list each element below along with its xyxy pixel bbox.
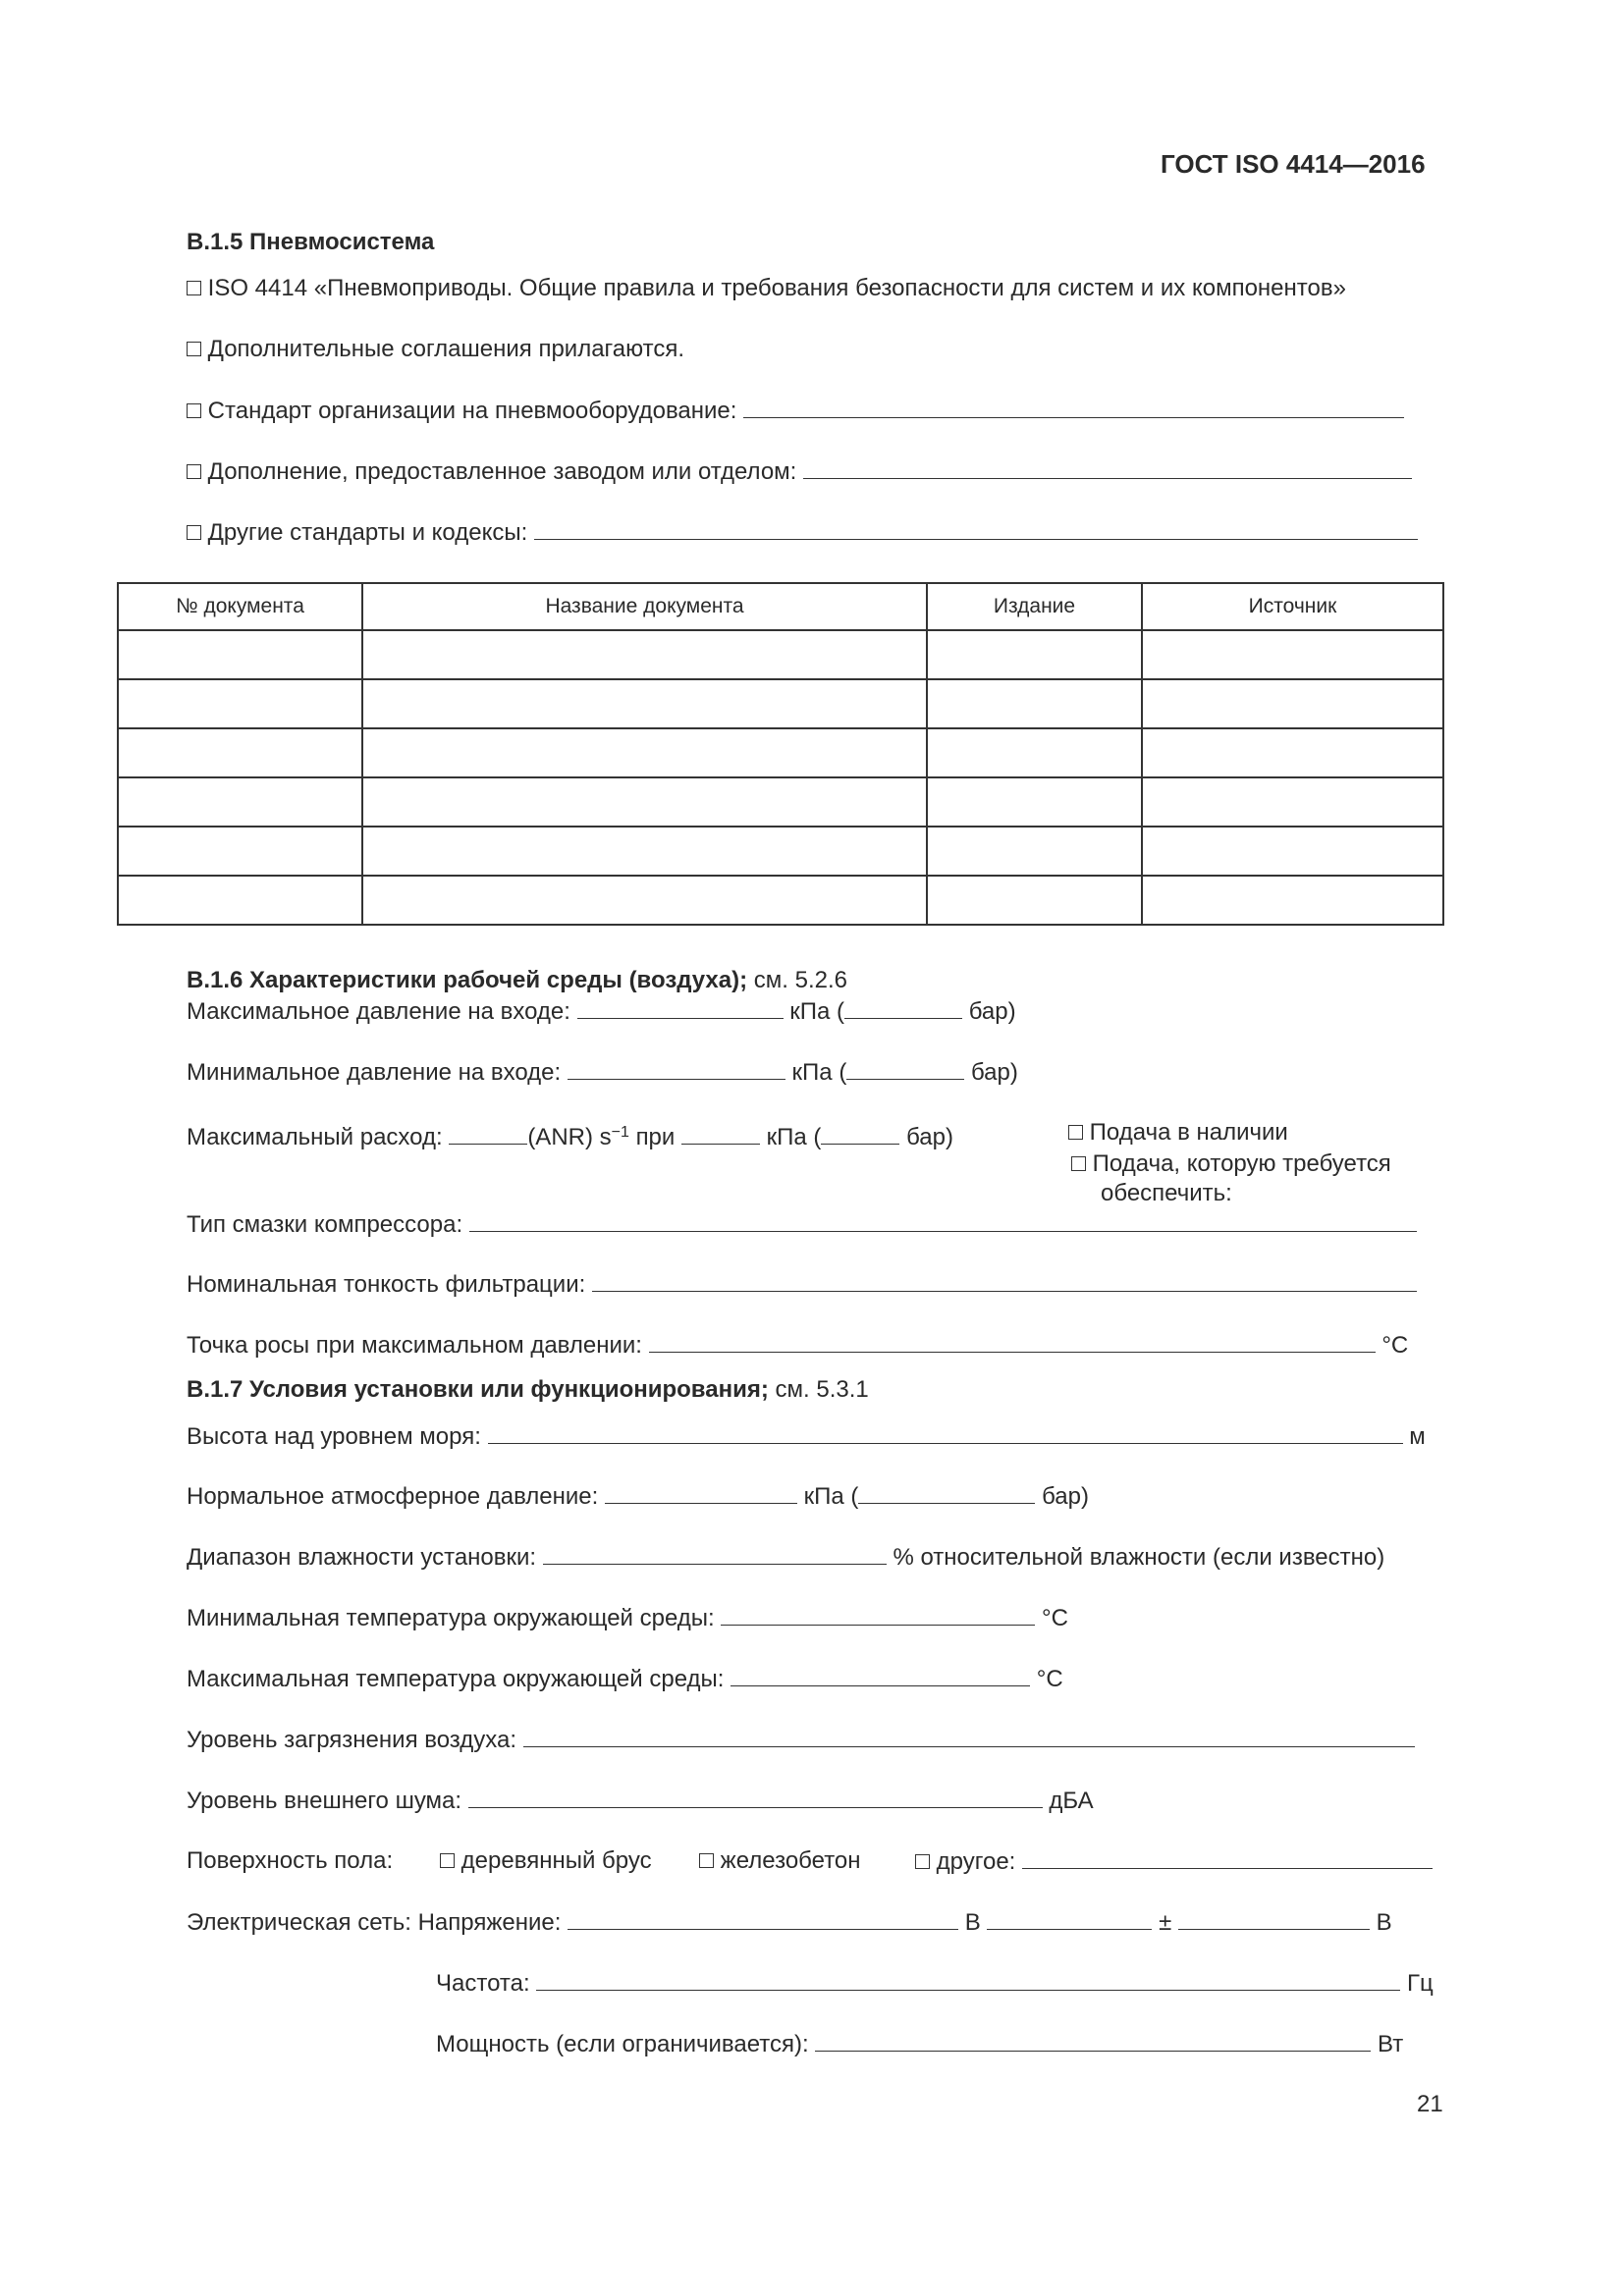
filtration-field[interactable]	[592, 1269, 1417, 1292]
humidity-suffix: % относительной влажности (если известно)	[893, 1544, 1385, 1571]
unit-meters: м	[1409, 1423, 1426, 1450]
table-row	[118, 728, 1443, 777]
table-cell[interactable]	[927, 827, 1142, 876]
supply-available-label: Подача в наличии	[1089, 1119, 1288, 1146]
max-temp-label: Максимальная температура окружающей среды:	[187, 1666, 725, 1692]
unit-celsius: °C	[1036, 1666, 1063, 1692]
section-heading-b16	[187, 966, 847, 995]
unit-bar: бар)	[1042, 1483, 1089, 1510]
noise-row	[187, 1786, 1094, 1816]
column-header-edition: Издание	[927, 583, 1142, 630]
min-inlet-pressure-kpa-field[interactable]	[568, 1057, 785, 1080]
table-cell[interactable]	[362, 728, 927, 777]
column-header-doc-title: Название документа	[362, 583, 927, 630]
unit-kpa: кПа (	[791, 1059, 847, 1086]
power-limit-row	[436, 2029, 1403, 2059]
filtration-label: Номинальная тонкость фильтрации:	[187, 1271, 586, 1298]
table-cell[interactable]	[118, 876, 362, 925]
min-inlet-pressure-row	[187, 1057, 1018, 1088]
table-row	[118, 876, 1443, 925]
checkbox-floor-other[interactable]	[915, 1854, 930, 1869]
max-inlet-pressure-bar-field[interactable]	[844, 996, 962, 1019]
checkbox-floor-wood[interactable]	[440, 1853, 455, 1868]
checkbox-agreements[interactable]	[187, 342, 201, 356]
b15-item-org-standard	[187, 396, 1404, 426]
min-temp-field[interactable]	[721, 1603, 1035, 1626]
table-cell[interactable]	[927, 679, 1142, 728]
checkbox-other-standards[interactable]	[187, 525, 201, 540]
table-cell[interactable]	[1142, 777, 1443, 827]
checkbox-supply-available[interactable]	[1068, 1125, 1083, 1140]
b15-item-supplement	[187, 456, 1412, 487]
table-cell[interactable]	[362, 679, 927, 728]
pollution-label: Уровень загрязнения воздуха:	[187, 1727, 517, 1753]
atm-pressure-label: Нормальное атмосферное давление:	[187, 1483, 599, 1510]
unit-bar: бар)	[970, 1059, 1018, 1086]
documents-table	[117, 582, 1444, 926]
section-heading-b17-ref: см. 5.3.1	[768, 1376, 869, 1403]
floor-option-concrete	[699, 1846, 861, 1876]
checkbox-iso4414[interactable]	[187, 281, 201, 295]
unit-kpa: кПа (	[789, 998, 845, 1025]
page-number: 21	[1417, 2091, 1443, 2117]
table-cell[interactable]	[362, 630, 927, 679]
document-code: ГОСТ ISO 4414—2016	[1161, 149, 1426, 179]
table-cell[interactable]	[362, 777, 927, 827]
table-cell[interactable]	[118, 777, 362, 827]
unit-bar: бар)	[906, 1124, 953, 1150]
supply-available-item	[1068, 1118, 1288, 1148]
max-temp-field[interactable]	[731, 1664, 1030, 1686]
lubrication-row	[187, 1209, 1417, 1240]
max-flow-row	[187, 1118, 953, 1152]
b15-item-supplement-label: Дополнение, предоставленное заводом или отделом:	[207, 458, 797, 485]
unit-kpa: кПа (	[803, 1483, 859, 1510]
floor-surface-label: Поверхность пола:	[187, 1847, 394, 1874]
b15-item-iso	[187, 274, 1346, 303]
unit-dba: дБА	[1049, 1788, 1094, 1814]
table-cell[interactable]	[927, 876, 1142, 925]
checkbox-supply-required[interactable]	[1071, 1156, 1086, 1171]
table-cell[interactable]	[362, 876, 927, 925]
unit-kpa: кПа (	[766, 1124, 822, 1150]
supply-required-item	[1071, 1149, 1391, 1179]
table-cell[interactable]	[118, 630, 362, 679]
b15-item-iso-label: ISO 4414 «Пневмоприводы. Общие правила и требования безопасности для систем и их компонентов»	[207, 275, 1346, 301]
anr-unit-exponent: −1	[611, 1124, 629, 1141]
lubrication-field[interactable]	[469, 1209, 1417, 1232]
unit-bar: бар)	[968, 998, 1016, 1025]
org-standard-field[interactable]	[743, 396, 1404, 418]
floor-concrete-label: железобетон	[720, 1847, 861, 1874]
voltage-row	[187, 1907, 1392, 1938]
unit-volt: В	[964, 1909, 981, 1936]
noise-field[interactable]	[468, 1786, 1043, 1808]
column-header-source: Источник	[1142, 583, 1443, 630]
dewpoint-row	[187, 1330, 1408, 1361]
filtration-row	[187, 1269, 1417, 1300]
table-cell[interactable]	[1142, 876, 1443, 925]
min-temp-row	[187, 1603, 1068, 1633]
b15-item-org-standard-label: Стандарт организации на пневмооборудование:	[207, 398, 737, 424]
frequency-row	[436, 1968, 1434, 1999]
unit-celsius: °C	[1381, 1332, 1409, 1359]
floor-option-other	[915, 1846, 1433, 1877]
dewpoint-label: Точка росы при максимальном давлении:	[187, 1332, 642, 1359]
humidity-row	[187, 1542, 1384, 1573]
supply-required-label: Подача, которую требуется	[1092, 1150, 1391, 1177]
table-cell[interactable]	[927, 630, 1142, 679]
b15-item-other-standards-label: Другие стандарты и кодексы:	[207, 519, 528, 546]
lubrication-label: Тип смазки компрессора:	[187, 1211, 463, 1238]
table-cell[interactable]	[927, 728, 1142, 777]
max-inlet-pressure-row	[187, 996, 1016, 1027]
section-heading-b16-ref: см. 5.2.6	[747, 967, 848, 993]
max-flow-kpa-field[interactable]	[681, 1122, 760, 1145]
min-inlet-pressure-label: Минимальное давление на входе:	[187, 1059, 562, 1086]
pollution-row	[187, 1725, 1415, 1755]
table-cell[interactable]	[1142, 728, 1443, 777]
column-header-doc-number: № документа	[118, 583, 362, 630]
voltage-label: Электрическая сеть: Напряжение:	[187, 1909, 562, 1936]
min-inlet-pressure-bar-field[interactable]	[846, 1057, 964, 1080]
table-cell[interactable]	[118, 679, 362, 728]
checkbox-floor-concrete[interactable]	[699, 1853, 714, 1868]
max-flow-label: Максимальный расход:	[187, 1124, 443, 1150]
anr-unit: (ANR) s	[527, 1124, 612, 1150]
voltage-tolerance-field[interactable]	[987, 1907, 1152, 1930]
unit-celsius: °C	[1042, 1605, 1068, 1631]
max-temp-row	[187, 1664, 1063, 1694]
altitude-label: Высота над уровнем моря:	[187, 1423, 481, 1450]
b15-item-agreements-label: Дополнительные соглашения прилагаются.	[207, 336, 684, 362]
atm-pressure-kpa-field[interactable]	[605, 1481, 797, 1504]
floor-surface-row	[187, 1846, 393, 1876]
section-heading-b15: В.1.5 Пневмосистема	[187, 229, 435, 255]
humidity-field[interactable]	[543, 1542, 887, 1565]
section-heading-b17-title: В.1.7 Условия установки или функционирования;	[187, 1376, 769, 1403]
supply-required-label-cont: обеспечить:	[1101, 1180, 1232, 1206]
section-heading-b17	[187, 1375, 869, 1405]
max-flow-bar-field[interactable]	[821, 1122, 899, 1145]
unit-volt: В	[1376, 1909, 1392, 1936]
power-limit-field[interactable]	[815, 2029, 1371, 2052]
table-header-row	[118, 583, 1443, 630]
altitude-field[interactable]	[488, 1421, 1403, 1444]
dewpoint-field[interactable]	[649, 1330, 1376, 1353]
max-inlet-pressure-kpa-field[interactable]	[577, 996, 784, 1019]
checkbox-org-standard[interactable]	[187, 403, 201, 418]
plus-minus-sign: ±	[1159, 1909, 1172, 1936]
humidity-label: Диапазон влажности установки:	[187, 1544, 537, 1571]
pollution-field[interactable]	[523, 1725, 1415, 1747]
b15-item-other-standards	[187, 517, 1418, 548]
voltage-tolerance-field-2[interactable]	[1178, 1907, 1370, 1930]
frequency-field[interactable]	[536, 1968, 1400, 1991]
floor-other-field[interactable]	[1022, 1846, 1433, 1869]
table-cell[interactable]	[1142, 679, 1443, 728]
table-cell[interactable]	[1142, 630, 1443, 679]
floor-other-label: другое:	[936, 1848, 1016, 1875]
max-inlet-pressure-label: Максимальное давление на входе:	[187, 998, 570, 1025]
checkbox-supplement[interactable]	[187, 464, 201, 479]
noise-label: Уровень внешнего шума:	[187, 1788, 462, 1814]
atm-pressure-row	[187, 1481, 1089, 1512]
floor-option-wood	[440, 1846, 652, 1876]
atm-pressure-bar-field[interactable]	[858, 1481, 1035, 1504]
frequency-label: Частота:	[436, 1970, 530, 1997]
floor-wood-label: деревянный брус	[460, 1847, 652, 1874]
min-temp-label: Минимальная температура окружающей среды:	[187, 1605, 715, 1631]
b15-item-agreements	[187, 335, 684, 364]
table-cell[interactable]	[118, 728, 362, 777]
voltage-field[interactable]	[568, 1907, 958, 1930]
table-row	[118, 777, 1443, 827]
other-standards-field[interactable]	[534, 517, 1418, 540]
max-flow-field[interactable]	[449, 1122, 527, 1145]
unit-hertz: Гц	[1406, 1970, 1434, 1997]
table-cell[interactable]	[118, 827, 362, 876]
table-cell[interactable]	[927, 777, 1142, 827]
power-limit-label: Мощность (если ограничивается):	[436, 2031, 809, 2057]
section-heading-b16-title: В.1.6 Характеристики рабочей среды (воздуха);	[187, 967, 748, 993]
table-cell[interactable]	[362, 827, 927, 876]
unit-watt: Вт	[1378, 2031, 1404, 2057]
table-cell[interactable]	[1142, 827, 1443, 876]
at-label: при	[635, 1124, 676, 1150]
table-row	[118, 630, 1443, 679]
table-row	[118, 679, 1443, 728]
table-row	[118, 827, 1443, 876]
altitude-row	[187, 1421, 1426, 1452]
supplement-field[interactable]	[803, 456, 1412, 479]
